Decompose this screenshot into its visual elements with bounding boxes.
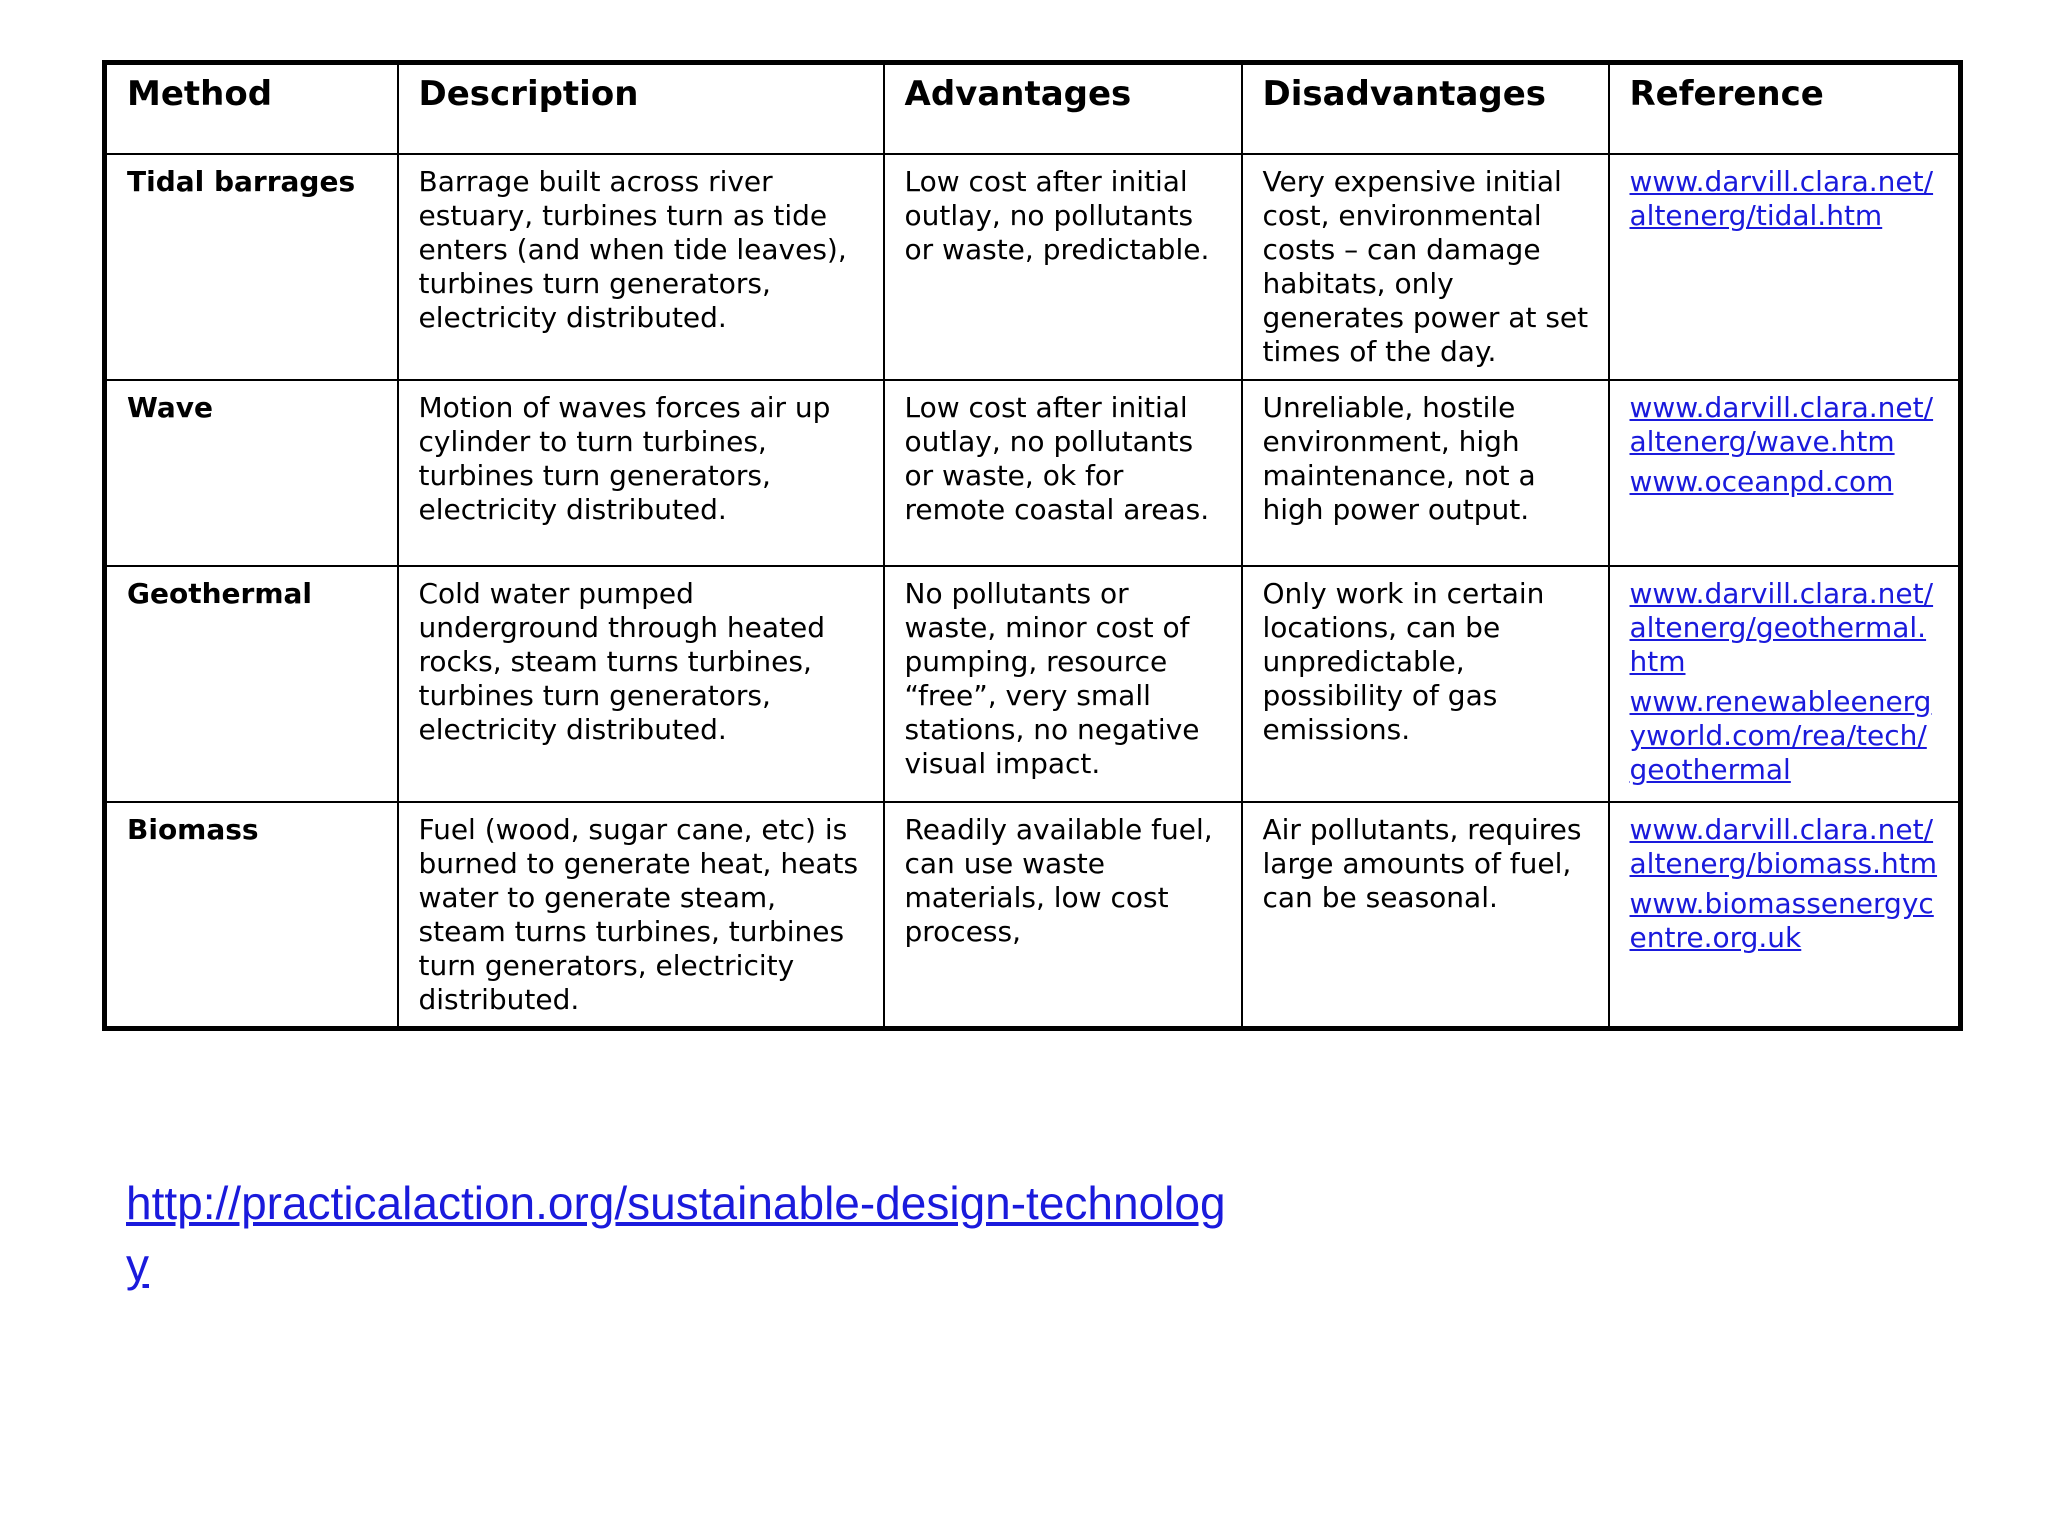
- description-cell: Cold water pumped underground through heated rocks, steam turns turbines, turbines turn generators, electricity distributed.: [398, 566, 884, 802]
- advantages-cell: No pollutants or waste, minor cost of pumping, resource “free”, very small stations, no negative visual impact.: [884, 566, 1242, 802]
- reference-link[interactable]: www.darvill.clara.net/altenerg/geothermal.htm: [1629, 577, 1934, 678]
- reference-cell: [1609, 154, 1961, 380]
- reference-link[interactable]: www.darvill.clara.net/altenerg/tidal.htm: [1629, 165, 1934, 232]
- advantages-cell: Low cost after initial outlay, no pollutants or waste, ok for remote coastal areas.: [884, 380, 1242, 566]
- reference-cell: [1609, 566, 1961, 802]
- reference-cell: [1609, 380, 1961, 566]
- column-header-method: Method: [105, 63, 398, 155]
- footer-source-link[interactable]: http://practicalaction.org/sustainable-design-technology: [126, 1177, 1226, 1291]
- reference-cell: [1609, 802, 1961, 1028]
- method-cell: Tidal barrages: [105, 154, 398, 380]
- advantages-cell: Readily available fuel, can use waste materials, low cost process,: [884, 802, 1242, 1028]
- description-cell: Fuel (wood, sugar cane, etc) is burned to generate heat, heats water to generate steam, steam turns turbines, turbines turn generators, electricity distributed.: [398, 802, 884, 1028]
- reference-link[interactable]: www.biomassenergycentre.org.uk: [1629, 887, 1934, 954]
- table-row: [105, 802, 1961, 1028]
- method-cell: Wave: [105, 380, 398, 566]
- column-header-description: Description: [398, 63, 884, 155]
- reference-link[interactable]: www.darvill.clara.net/altenerg/wave.htm: [1629, 391, 1934, 458]
- table-row: [105, 154, 1961, 380]
- column-header-reference: Reference: [1609, 63, 1961, 155]
- table-row: [105, 380, 1961, 566]
- reference-link[interactable]: www.darvill.clara.net/altenerg/biomass.htm: [1629, 813, 1938, 880]
- method-cell: Biomass: [105, 802, 398, 1028]
- column-header-disadvantages: Disadvantages: [1242, 63, 1609, 155]
- energy-methods-table: [102, 60, 1963, 1031]
- table-header-row: [105, 63, 1961, 155]
- disadvantages-cell: Air pollutants, requires large amounts of fuel, can be seasonal.: [1242, 802, 1609, 1028]
- advantages-cell: Low cost after initial outlay, no pollutants or waste, predictable.: [884, 154, 1242, 380]
- disadvantages-cell: Unreliable, hostile environment, high maintenance, not a high power output.: [1242, 380, 1609, 566]
- description-cell: Barrage built across river estuary, turbines turn as tide enters (and when tide leaves), turbines turn generators, electricity distributed.: [398, 154, 884, 380]
- disadvantages-cell: Very expensive initial cost, environmental costs – can damage habitats, only generates power at set times of the day.: [1242, 154, 1609, 380]
- reference-link[interactable]: www.renewableenergyworld.com/rea/tech/geothermal: [1629, 685, 1932, 786]
- reference-link[interactable]: www.oceanpd.com: [1629, 465, 1894, 498]
- column-header-advantages: Advantages: [884, 63, 1242, 155]
- table-row: [105, 566, 1961, 802]
- disadvantages-cell: Only work in certain locations, can be unpredictable, possibility of gas emissions.: [1242, 566, 1609, 802]
- description-cell: Motion of waves forces air up cylinder to turn turbines, turbines turn generators, electricity distributed.: [398, 380, 884, 566]
- method-cell: Geothermal: [105, 566, 398, 802]
